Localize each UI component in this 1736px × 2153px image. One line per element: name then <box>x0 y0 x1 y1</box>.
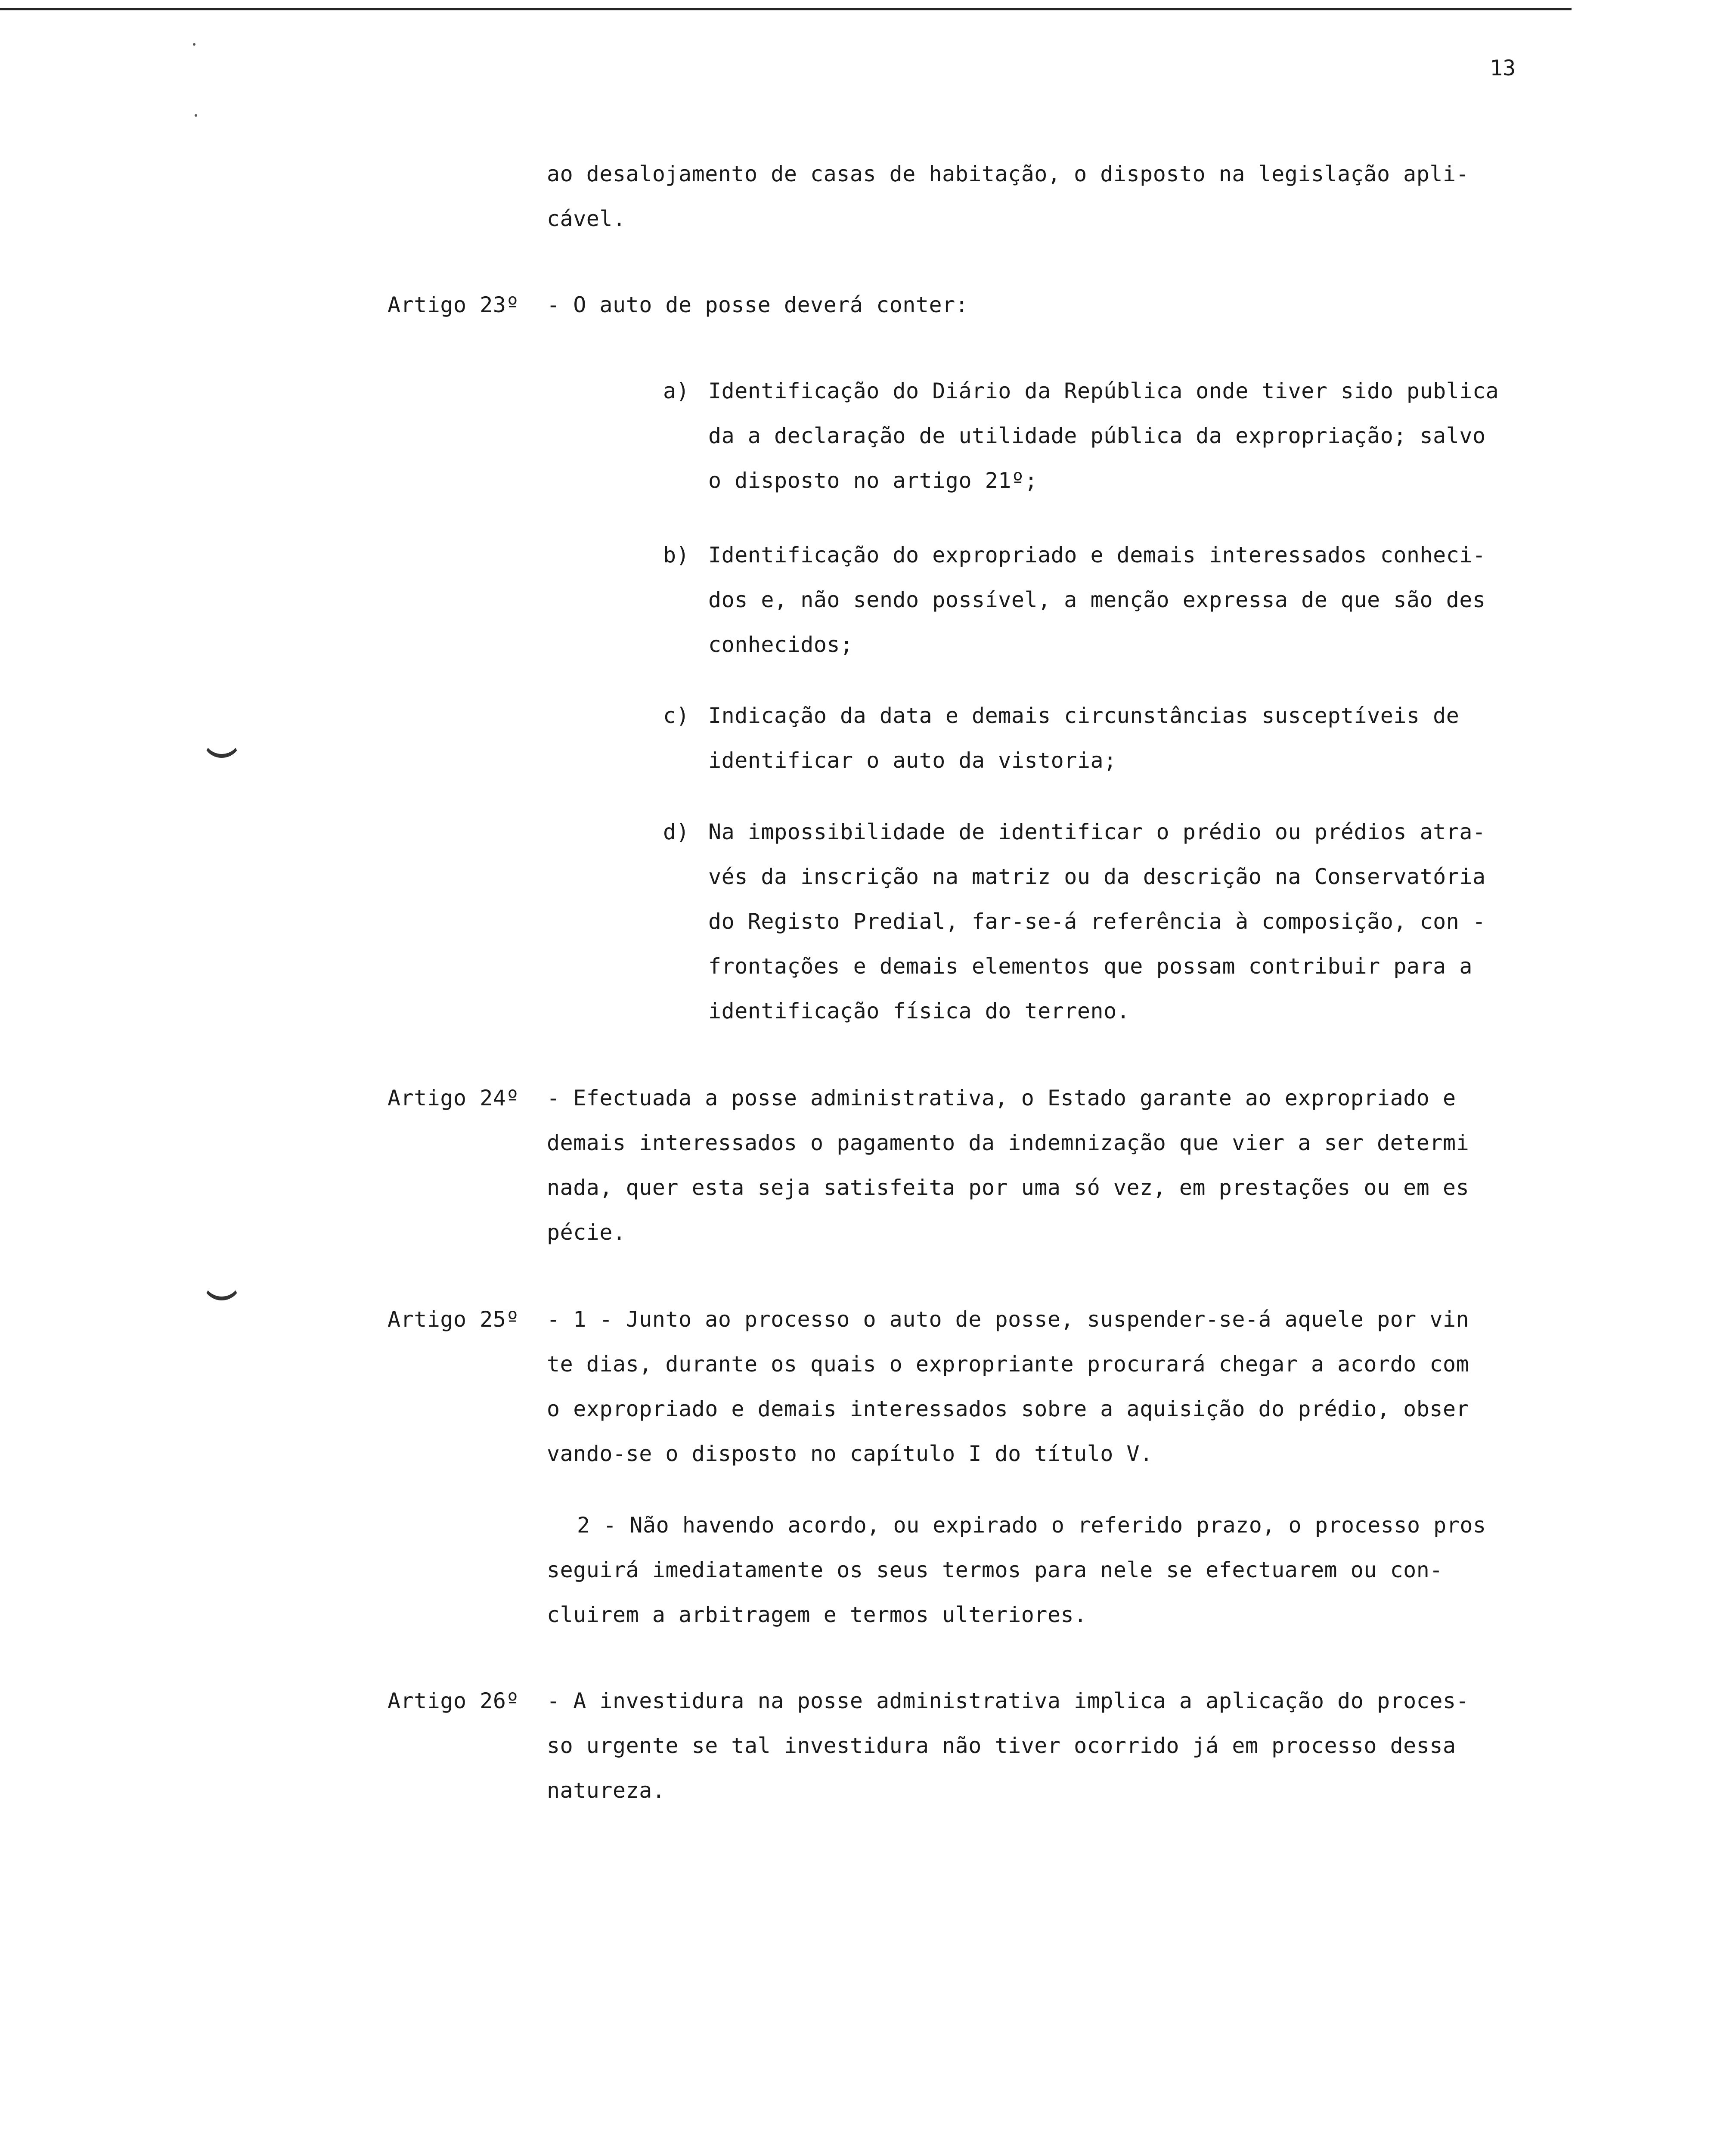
item-line: Indicação da data e demais circunstâncias susceptíveis de <box>708 703 1460 728</box>
article-label: Artigo 24º <box>388 1086 520 1111</box>
margin-mark <box>202 734 241 758</box>
page-number: 13 <box>1490 56 1516 81</box>
page-top-rule <box>0 8 1572 10</box>
article-text: - O auto de posse deverá conter: <box>547 292 969 317</box>
article-text: vando-se o disposto no capítulo I do título V. <box>547 1441 1153 1466</box>
article-text: demais interessados o pagamento da indemnização que vier a ser determi <box>547 1130 1469 1155</box>
item-marker: b) <box>663 543 690 568</box>
item-line: conhecidos; <box>708 632 853 657</box>
item-line: identificação física do terreno. <box>708 999 1130 1024</box>
item-line: vés da inscrição na matriz ou da descrição na Conservatória <box>708 864 1486 889</box>
article-text: 2 - Não havendo acordo, ou expirado o referido prazo, o processo pros <box>577 1513 1486 1538</box>
article-text: seguirá imediatamente os seus termos para nele se efectuarem ou con- <box>547 1557 1443 1582</box>
item-line: da a declaração de utilidade pública da expropriação; salvo <box>708 423 1486 448</box>
article-text: so urgente se tal investidura não tiver ocorrido já em processo dessa <box>547 1733 1456 1758</box>
article-text: cluirem a arbitragem e termos ulteriores. <box>547 1602 1087 1627</box>
article-text: natureza. <box>547 1778 666 1803</box>
item-line: Na impossibilidade de identificar o prédio ou prédios atra- <box>708 819 1486 844</box>
article-text: nada, quer esta seja satisfeita por uma só vez, em prestações ou em es <box>547 1175 1469 1200</box>
article-text: o expropriado e demais interessados sobre a aquisição do prédio, obser <box>547 1396 1469 1421</box>
margin-mark <box>202 1277 241 1300</box>
article-text: - A investidura na posse administrativa implica a aplicação do proces- <box>547 1688 1469 1713</box>
scan-speck <box>195 114 197 117</box>
continuation-line: cável. <box>547 206 626 231</box>
article-label: Artigo 26º <box>388 1688 520 1713</box>
item-marker: c) <box>663 703 690 728</box>
scan-speck <box>193 43 195 46</box>
article-text: - 1 - Junto ao processo o auto de posse, suspender-se-á aquele por vin <box>547 1307 1469 1332</box>
item-line: frontações e demais elementos que possam contribuir para a <box>708 954 1472 979</box>
article-text: pécie. <box>547 1220 626 1245</box>
item-marker: d) <box>663 819 690 844</box>
item-line: identificar o auto da vistoria; <box>708 748 1117 773</box>
article-text: te dias, durante os quais o expropriante procurará chegar a acordo com <box>547 1352 1469 1377</box>
article-text: - Efectuada a posse administrativa, o Estado garante ao expropriado e <box>547 1086 1456 1111</box>
item-line: dos e, não sendo possível, a menção expressa de que são des <box>708 587 1486 612</box>
item-line: Identificação do expropriado e demais interessados conheci- <box>708 543 1486 568</box>
continuation-line: ao desalojamento de casas de habitação, o disposto na legislação apli- <box>547 161 1469 186</box>
item-line: Identificação do Diário da República onde tiver sido publica <box>708 378 1499 403</box>
item-line: o disposto no artigo 21º; <box>708 468 1038 493</box>
item-marker: a) <box>663 378 690 403</box>
article-label: Artigo 25º <box>388 1307 520 1332</box>
item-line: do Registo Predial, far-se-á referência à composição, con - <box>708 909 1486 934</box>
article-label: Artigo 23º <box>388 292 520 317</box>
